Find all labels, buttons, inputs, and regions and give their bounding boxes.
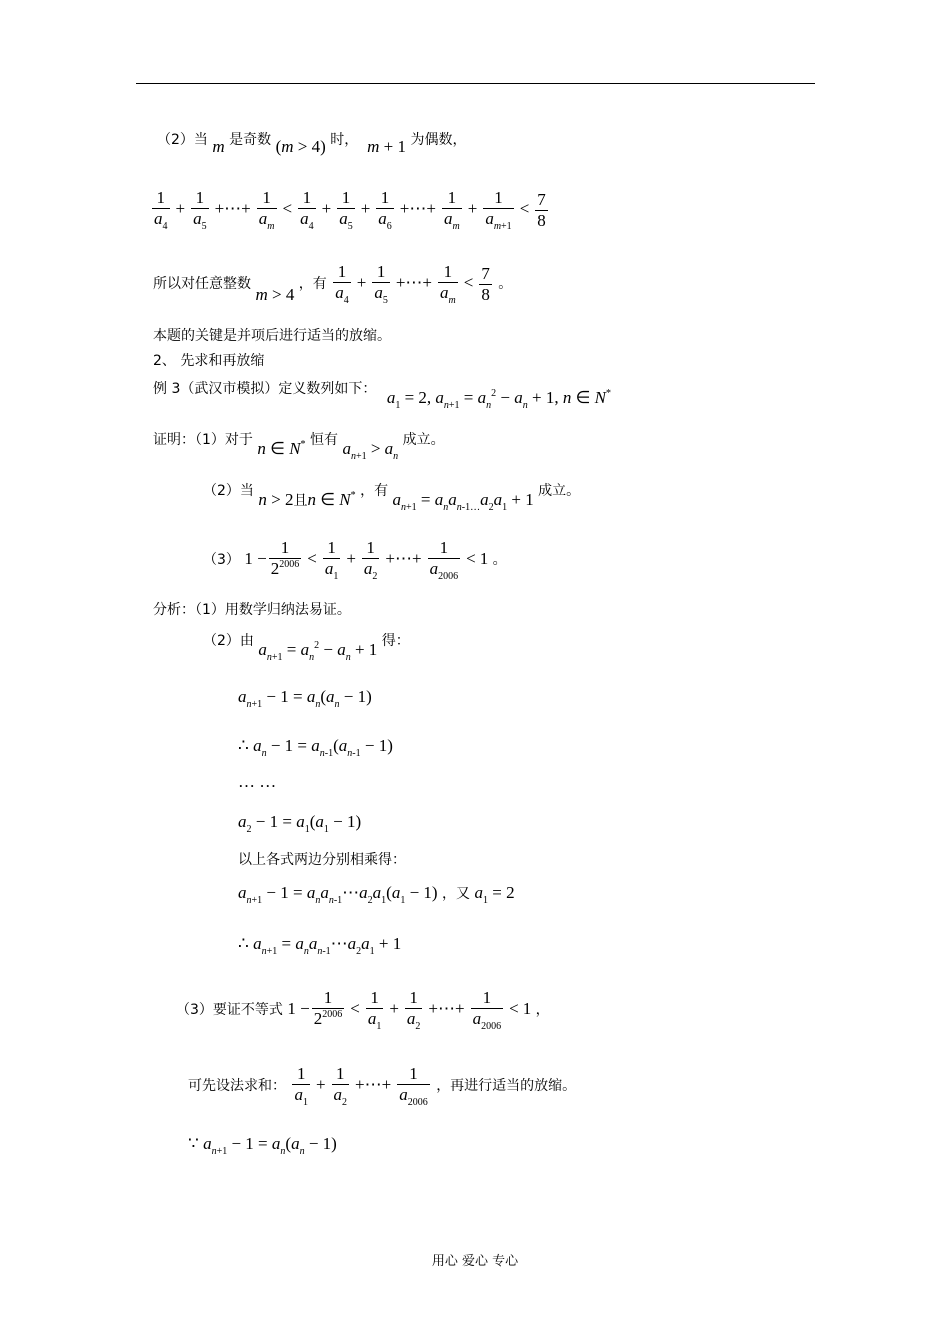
inequality-chain: $\frac{1}{a_4}$ + $\frac{1}{a_5}$ +⋯+ $\frac{1}{a_m}$ < $\frac{1}{a_4}$ + $\frac{1}{a_5}$ + $\frac{1}{a_6}$ +⋯+ $\frac{1}{a_m}$ + $\frac{1}{a_{m+1}}$ < $\frac{7}{8}$: [154, 188, 546, 232]
multiply-line: 以上各式两边分别相乘得：: [238, 852, 406, 868]
proof1-mid: 恒有: [309, 432, 338, 448]
req-line: （3）要证不等式 1 − $\frac{1}{2^{2006}}$ < $\frac{1}{a_1}$ + $\frac{1}{a_2}$ +⋯+ $\frac{1}{a_{2006}}$ < 1 ，: [176, 988, 550, 1032]
sum-end: ，再进行适当的放缩。: [436, 1077, 577, 1094]
key-sentence: 本题的关键是并项后进行适当的放缩。: [153, 328, 391, 344]
conclusion-line: 所以对任意整数 m > 4 ，有 $\frac{1}{a_4}$ + $\frac{1}{a_5}$ +⋯+ $\frac{1}{a_m}$ < $\frac{7}{8}$ 。: [153, 262, 513, 306]
case2-mid1: 是奇数: [229, 132, 272, 148]
case2-prefix: （2）当: [157, 132, 208, 148]
eq-step2: ∴ $a_n - 1 = a_{n-1}(a_{n-1} - 1)$: [238, 736, 393, 759]
p3-prefix: （3）: [203, 551, 240, 568]
eq-product: $a_{n+1} - 1$ = $a_na_{n-1}\cdots a_2a_1(a_1 - 1)$ ，又 $a_1 = 2$: [238, 883, 515, 906]
req-end: ，: [535, 1001, 550, 1018]
a2-prefix: （2）由: [203, 633, 254, 649]
so-prefix: 所以对任意整数: [153, 275, 251, 292]
p3-end: 。: [492, 551, 507, 568]
proof1-end: 成立。: [402, 432, 445, 448]
proof1-line: 证明：（1）对于 n ∈ N* 恒有 $a_{n+1} > a_n$ 成立。: [153, 432, 445, 462]
proof-label: 证明：（1）对于: [153, 432, 253, 448]
analysis2-line: （2）由 $a_{n+1} = a_n^2 - a_n + 1$ 得：: [203, 633, 410, 663]
p2-mid: ，有: [360, 483, 389, 499]
analysis-line: 分析：（1）用数学归纳法易证。: [153, 602, 351, 618]
case2-mid2: 时，: [330, 132, 359, 148]
eq-step3: $a_2 - 1 = a_1(a_1 - 1)$: [238, 812, 362, 835]
eq-step1: $a_{n+1} - 1 = a_n(a_n - 1)$: [238, 687, 372, 710]
req-prefix: （3）要证不等式: [176, 1001, 283, 1018]
page-footer: 用心 爱心 专心: [431, 1254, 519, 1269]
sum-prefix: 可先设法求和：: [188, 1077, 286, 1094]
case2-suffix: 为偶数，: [410, 132, 467, 148]
eq-because: ∵ $a_{n+1} - 1 = a_n(a_n - 1)$: [188, 1134, 337, 1157]
header-rule: [136, 83, 815, 84]
p2-end: 成立。: [538, 483, 581, 499]
proof2-line: （2）当 n > 2且n ∈ N* ，有 $a_{n+1} = a_na_{n-1\dots}a_2a_1 + 1$ 成立。: [203, 483, 581, 513]
a2-end: 得：: [381, 633, 410, 649]
so-mid: ，有: [298, 275, 327, 292]
example3-line: 例 3（武汉市模拟）定义数列如下： $a_1 = 2$, $a_{n+1} = a_n^2 - a_n + 1$, n ∈ N*: [153, 381, 611, 411]
again-text: ，又: [442, 886, 471, 902]
case2-line: （2）当 m 是奇数 (m > 4) 时， m + 1 为偶数，: [157, 132, 467, 156]
so-end: 。: [498, 275, 513, 292]
proof3-line: （3） 1 − $\frac{1}{2^{2006}}$ < $\frac{1}{a_1}$ + $\frac{1}{a_2}$ +⋯+ $\frac{1}{a_{2006}}$ < 1 。: [203, 538, 507, 582]
ellipsis: … …: [238, 772, 277, 791]
example3-label: 例 3（武汉市模拟）定义数列如下：: [153, 381, 377, 397]
eq-result: ∴ $a_{n+1}$ = $a_na_{n-1}\cdots a_2a_1 + 1$: [238, 934, 402, 957]
p2-prefix: （2）当: [203, 483, 254, 499]
sum-line: 可先设法求和： $\frac{1}{a_1}$ + $\frac{1}{a_2}$ +⋯+ $\frac{1}{a_{2006}}$ ，再进行适当的放缩。: [188, 1064, 577, 1108]
section-heading: 2、 先求和再放缩: [153, 353, 265, 369]
